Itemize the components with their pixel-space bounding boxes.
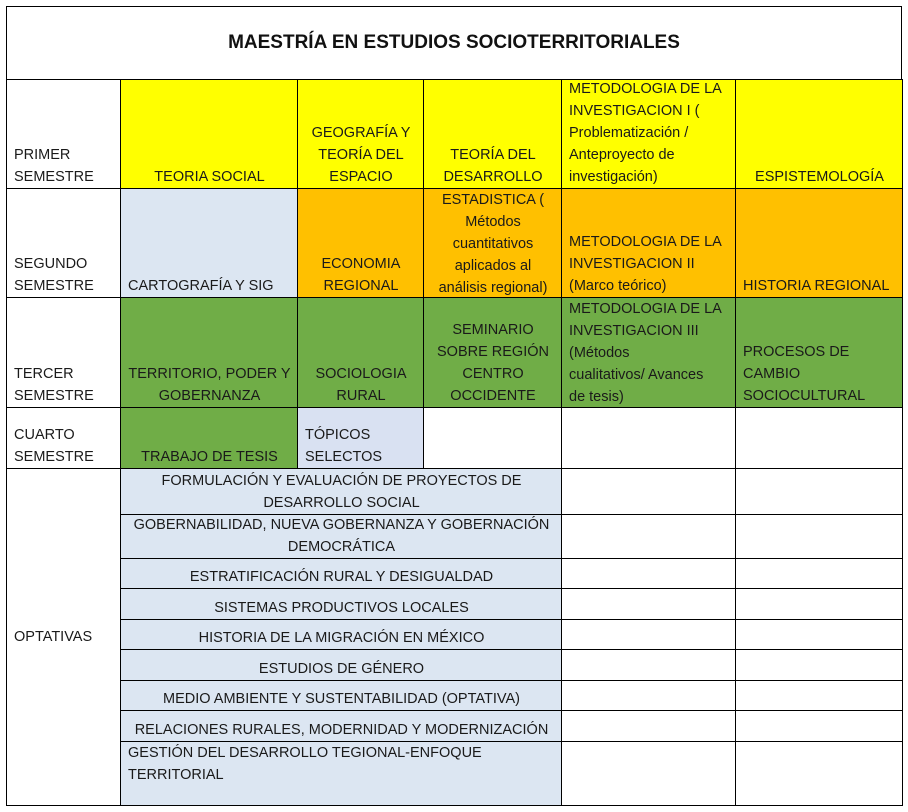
empty-cell <box>561 741 736 806</box>
course-cell: METODOLOGIA DE LA INVESTIGACION III (Métodos cualitativos/ Avances de tesis) <box>561 297 736 408</box>
empty-cell <box>561 468 736 515</box>
course-cell: TRABAJO DE TESIS <box>120 407 298 469</box>
empty-cell <box>735 407 903 469</box>
course-cell: GEOGRAFÍA Y TEORÍA DEL ESPACIO <box>297 79 424 189</box>
empty-cell <box>561 407 736 469</box>
empty-cell <box>561 649 736 681</box>
semester-label: TERCER SEMESTRE <box>6 297 121 408</box>
semester-label: SEGUNDO SEMESTRE <box>6 188 121 298</box>
empty-cell <box>561 558 736 589</box>
course-cell: HISTORIA REGIONAL <box>735 188 903 298</box>
course-cell: TERRITORIO, PODER Y GOBERNANZA <box>120 297 298 408</box>
empty-cell <box>735 680 903 711</box>
course-cell: METODOLOGIA DE LA INVESTIGACION I ( Problematización / Anteproyecto de investigación) <box>561 79 736 189</box>
course-cell: ECONOMIA REGIONAL <box>297 188 424 298</box>
optativa-item: SISTEMAS PRODUCTIVOS LOCALES <box>120 588 562 620</box>
course-cell: CARTOGRAFÍA Y SIG <box>120 188 298 298</box>
empty-cell <box>735 619 903 650</box>
course-cell: TEORIA SOCIAL <box>120 79 298 189</box>
course-cell: SEMINARIO SOBRE REGIÓN CENTRO OCCIDENTE <box>423 297 562 408</box>
course-cell: SOCIOLOGIA RURAL <box>297 297 424 408</box>
optativa-item: HISTORIA DE LA MIGRACIÓN EN MÉXICO <box>120 619 562 650</box>
optativa-item: RELACIONES RURALES, MODERNIDAD Y MODERNIZACIÓN <box>120 710 562 742</box>
optativa-item: ESTRATIFICACIÓN RURAL Y DESIGUALDAD <box>120 558 562 589</box>
empty-cell <box>735 588 903 620</box>
empty-cell <box>735 514 903 559</box>
empty-cell <box>561 680 736 711</box>
course-cell: ESPISTEMOLOGÍA <box>735 79 903 189</box>
course-cell: PROCESOS DE CAMBIO SOCIOCULTURAL <box>735 297 903 408</box>
empty-cell <box>423 407 562 469</box>
empty-cell <box>735 741 903 806</box>
course-cell: TÓPICOS SELECTOS <box>297 407 424 469</box>
semester-label: CUARTO SEMESTRE <box>6 407 121 469</box>
empty-cell <box>561 514 736 559</box>
empty-cell <box>735 468 903 515</box>
empty-cell <box>561 619 736 650</box>
optativa-item: GESTIÓN DEL DESARROLLO TEGIONAL-ENFOQUE TERRITORIAL <box>120 741 562 806</box>
optativa-item: ESTUDIOS DE GÉNERO <box>120 649 562 681</box>
semester-label: PRIMER SEMESTRE <box>6 79 121 189</box>
empty-cell <box>735 558 903 589</box>
optativas-label: OPTATIVAS <box>6 468 121 806</box>
optativa-item: MEDIO AMBIENTE Y SUSTENTABILIDAD (OPTATIVA) <box>120 680 562 711</box>
empty-cell <box>735 710 903 742</box>
empty-cell <box>735 649 903 681</box>
course-cell: TEORÍA DEL DESARROLLO <box>423 79 562 189</box>
course-cell: ESTADISTICA ( Métodos cuantitativos aplicados al análisis regional) <box>423 188 562 298</box>
course-cell: METODOLOGIA DE LA INVESTIGACION II (Marco teórico) <box>561 188 736 298</box>
optativa-item: GOBERNABILIDAD, NUEVA GOBERNANZA Y GOBERNACIÓN DEMOCRÁTICA <box>120 514 562 559</box>
empty-cell <box>561 710 736 742</box>
optativa-item: FORMULACIÓN Y EVALUACIÓN DE PROYECTOS DE DESARROLLO SOCIAL <box>120 468 562 515</box>
empty-cell <box>561 588 736 620</box>
table-title: MAESTRÍA EN ESTUDIOS SOCIOTERRITORIALES <box>6 6 902 80</box>
